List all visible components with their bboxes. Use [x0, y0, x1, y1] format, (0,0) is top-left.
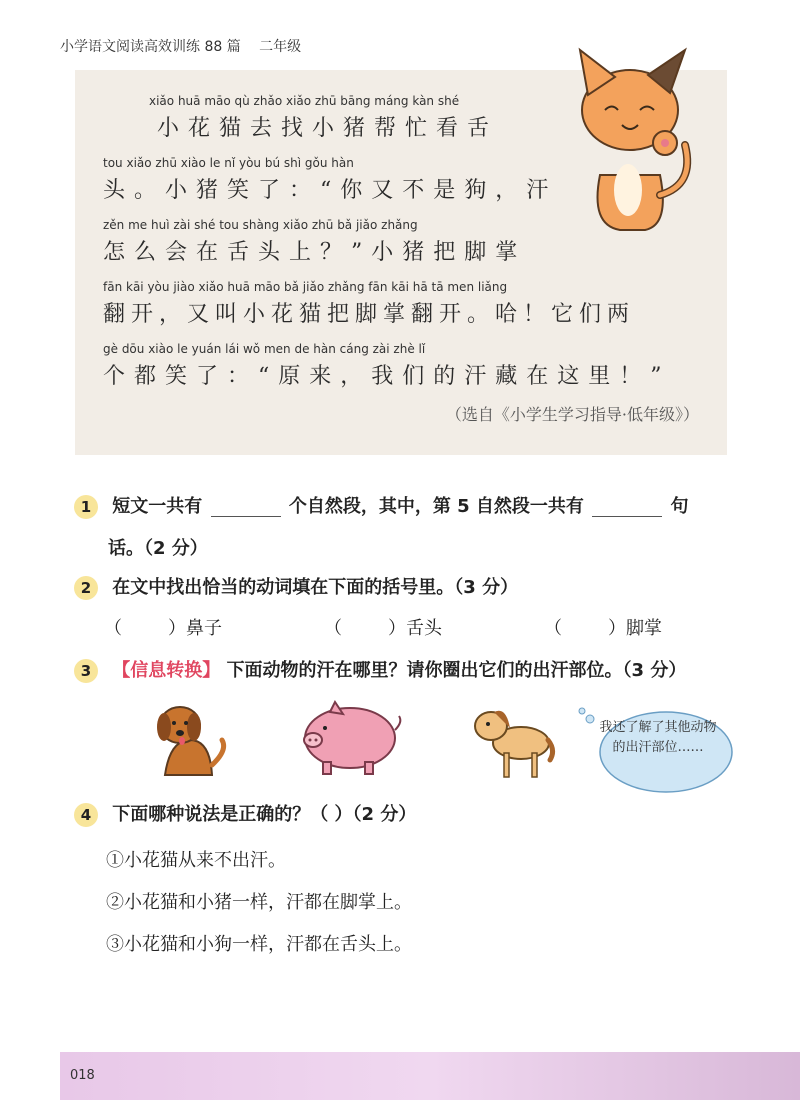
pig-illustration[interactable] — [295, 700, 405, 780]
pinyin-line: tou xiǎo zhū xiào le nǐ yòu bú shì gǒu hàn — [103, 156, 354, 170]
question-number-badge: 2 — [74, 576, 98, 600]
text-line: 怎么会在舌头上？”小猪把脚掌 — [103, 240, 527, 265]
question-number-badge: 3 — [74, 659, 98, 683]
question-number-badge: 1 — [74, 495, 98, 519]
horse-illustration[interactable] — [466, 698, 556, 783]
text-line: 小花猫去找小猪帮忙看舌 — [157, 116, 499, 141]
grade-label: 二年级 — [259, 39, 302, 55]
question-1-continued: 话。（2 分） — [108, 538, 208, 559]
question-1: 1 短文一共有 个自然段，其中，第 5 自然段一共有 句 — [74, 492, 688, 519]
question-4: 4 下面哪种说法是正确的？（ ）（2 分） — [74, 800, 416, 827]
answer-blank[interactable] — [592, 498, 662, 517]
option-1[interactable]: ①小花猫从来不出汗。 — [106, 850, 286, 871]
option-3[interactable]: ③小花猫和小狗一样，汗都在舌头上。 — [106, 934, 412, 955]
answer-blank[interactable] — [211, 498, 281, 517]
bracket-blank[interactable]: （ ）鼻子 — [104, 618, 222, 639]
question-3: 3 【信息转换】 下面动物的汗在哪里？请你圈出它们的出汗部位。（3 分） — [74, 656, 686, 683]
pinyin-line: gè dōu xiào le yuán lái wǒ men de hàn cáng zài zhè lǐ — [103, 342, 426, 356]
cat-illustration — [560, 25, 700, 245]
question-number-badge: 4 — [74, 803, 98, 827]
dog-illustration[interactable] — [150, 695, 235, 785]
pinyin-line: fān kāi yòu jiào xiǎo huā māo bǎ jiǎo zhǎng fān kāi hā tā men liǎng — [103, 280, 508, 294]
pinyin-line: zěn me huì zài shé tou shàng xiǎo zhū bǎ jiǎo zhǎng — [103, 218, 418, 232]
bracket-blank[interactable]: （ ）脚掌 — [544, 618, 662, 639]
cloud-text: 我还了解了其他动物的出汗部位…… — [599, 720, 717, 755]
question-2: 2 在文中找出恰当的动词填在下面的括号里。（3 分） — [74, 573, 518, 600]
info-transform-tag: 【信息转换】 — [112, 660, 221, 681]
book-title: 小学语文阅读高效训练 88 篇 — [60, 39, 241, 55]
footer-band — [60, 1052, 800, 1100]
page-number: 018 — [70, 1068, 95, 1083]
bracket-blank[interactable]: （ ）舌头 — [324, 618, 442, 639]
text-line: 头。小猪笑了：“你又不是狗，汗 — [103, 178, 558, 203]
pinyin-line: xiǎo huā māo qù zhǎo xiǎo zhū bāng máng kàn shé — [149, 94, 460, 108]
text-line: 翻开，又叫小花猫把脚掌翻开。哈！它们两 — [103, 302, 636, 327]
option-2[interactable]: ②小花猫和小猪一样，汗都在脚掌上。 — [106, 892, 412, 913]
page-header — [60, 36, 301, 56]
text-line: 个都笑了：“原来，我们的汗藏在这里！” — [103, 364, 671, 389]
passage-source: （选自《小学生学习指导·低年级》） — [445, 405, 699, 424]
